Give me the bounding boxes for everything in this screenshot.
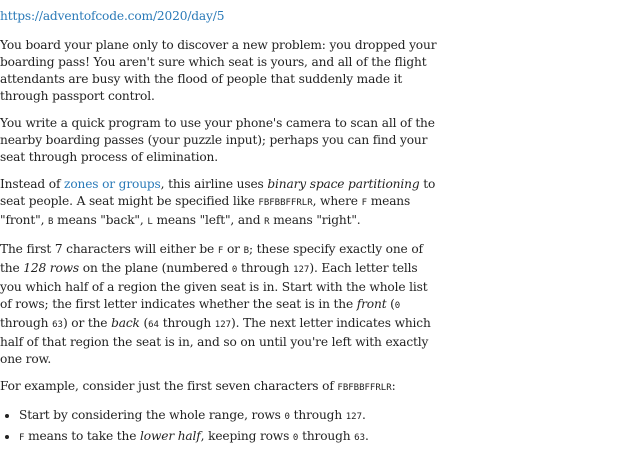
text: : bbox=[391, 379, 396, 393]
text: Start by considering the whole range, rows bbox=[19, 408, 285, 422]
text: , keeping rows bbox=[200, 429, 293, 443]
intro-paragraph: You board your plane only to discover a new problem: you dropped your boarding pass! You aren't sure which seat is yours, and all of the flight attendants are busy with the flood of people that suddenly made it through passport control. bbox=[0, 38, 437, 103]
text: means "front", bbox=[0, 194, 411, 227]
code: 0 bbox=[394, 301, 401, 311]
emphasis: binary space partitioning bbox=[267, 177, 420, 191]
emphasis: front bbox=[356, 297, 387, 311]
text: means "back", bbox=[53, 213, 148, 227]
text: means "left", and bbox=[152, 213, 265, 227]
rows-paragraph bbox=[0, 241, 440, 368]
code: 127 bbox=[293, 265, 310, 275]
example-steps-list bbox=[0, 407, 440, 447]
text: The first 7 characters will either be bbox=[0, 242, 218, 256]
text: through bbox=[237, 261, 294, 275]
code: R bbox=[264, 217, 270, 227]
example-paragraph bbox=[0, 378, 440, 397]
code: F bbox=[19, 433, 25, 443]
text: through bbox=[158, 316, 215, 330]
code: 0 bbox=[284, 412, 290, 422]
program-paragraph: You write a quick program to use your phone's camera to scan all of the nearby boarding passes (your puzzle input); perhaps you can find your seat through process of elimination. bbox=[0, 116, 435, 164]
code: 63 bbox=[52, 320, 63, 330]
text: on the plane (numbered bbox=[79, 261, 232, 275]
code: 64 bbox=[148, 320, 159, 330]
text: ). Each letter tells you which half of a region the given seat is in. Start with the whole list of rows; the first letter indicates whether the seat is in the bbox=[0, 261, 428, 311]
puzzle-article bbox=[0, 8, 440, 449]
code: 0 bbox=[292, 433, 299, 443]
list-item bbox=[19, 407, 440, 426]
text: . bbox=[362, 408, 366, 422]
list-item bbox=[19, 428, 440, 447]
text: . bbox=[365, 429, 369, 443]
page-url-link[interactable]: https://adventofcode.com/2020/day/5 bbox=[0, 9, 225, 23]
code: 127 bbox=[345, 412, 363, 422]
text: or bbox=[223, 242, 244, 256]
text: ( bbox=[386, 297, 395, 311]
code: FBFBBFFRLR bbox=[337, 383, 392, 393]
zones-or-groups-link[interactable]: zones or groups bbox=[64, 177, 161, 191]
text: to seat people. A seat might be specified like bbox=[0, 177, 436, 208]
text: Instead of bbox=[0, 177, 65, 191]
url-paragraph bbox=[0, 8, 440, 25]
text: through bbox=[289, 408, 346, 422]
text: , this airline uses bbox=[160, 177, 268, 191]
code: B bbox=[243, 246, 249, 256]
text: means to take the bbox=[24, 429, 141, 443]
code: F bbox=[217, 246, 224, 256]
text: ). The next letter indicates which half of that region the seat is in, and so on until you're left with exactly one row. bbox=[0, 316, 431, 366]
text: through bbox=[0, 316, 53, 330]
text: For example, consider just the first seven characters of bbox=[0, 379, 338, 393]
code: 127 bbox=[214, 320, 232, 330]
text: , where bbox=[312, 194, 362, 208]
text: ) or the bbox=[62, 316, 112, 330]
code: F bbox=[361, 198, 367, 208]
emphasis: back bbox=[111, 316, 140, 330]
text: ( bbox=[139, 316, 149, 330]
code: FBFBBFFRLR bbox=[258, 198, 313, 208]
text: means "right". bbox=[269, 213, 361, 227]
code: L bbox=[147, 217, 153, 227]
code: B bbox=[48, 217, 54, 227]
code: 0 bbox=[231, 265, 238, 275]
code: 63 bbox=[354, 433, 365, 443]
emphasis: lower half bbox=[140, 429, 201, 443]
text: ; these specify exactly one of the bbox=[0, 242, 423, 275]
emphasis: 128 rows bbox=[23, 261, 80, 275]
text: through bbox=[298, 429, 355, 443]
bsp-paragraph bbox=[0, 176, 440, 231]
